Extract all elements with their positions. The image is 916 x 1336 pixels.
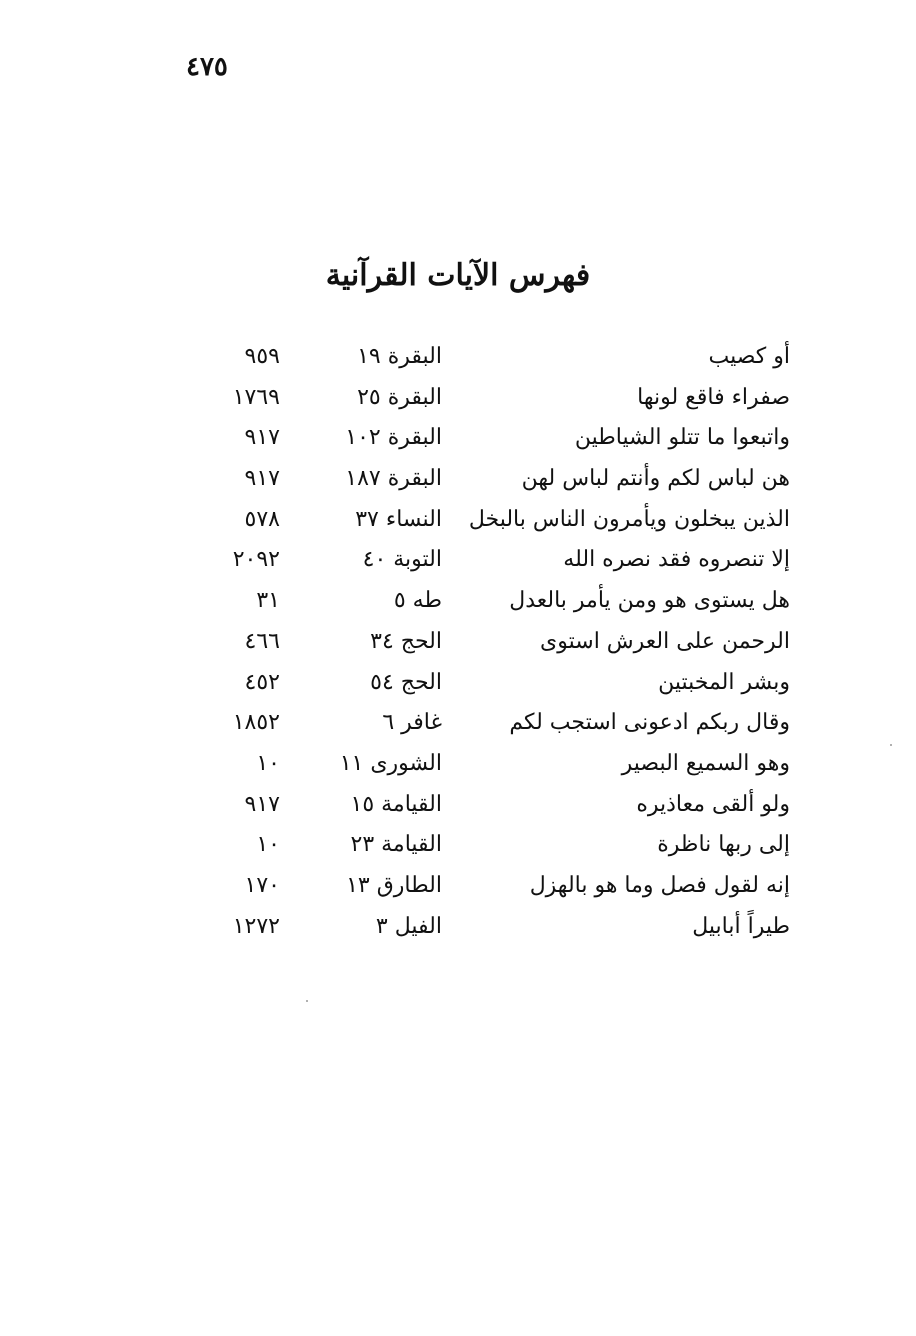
verse-text: وقال ربكم ادعونى استجب لكم <box>509 710 790 736</box>
index-row <box>150 503 790 544</box>
surah-reference: طه ٥ <box>393 588 442 614</box>
page-reference: ١٢٧٢ <box>232 913 280 939</box>
page-reference: ٩٥٩ <box>244 344 280 369</box>
surah-reference: غافر ٦ <box>382 710 442 736</box>
index-row <box>150 421 790 462</box>
surah-reference: القيامة ٢٣ <box>350 832 442 858</box>
scan-speck <box>306 1000 308 1002</box>
verse-text: هن لباس لكم وأنتم لباس لهن <box>521 466 790 492</box>
index-row <box>150 381 790 422</box>
verse-text: الرحمن على العرش استوى <box>540 628 790 654</box>
verse-text: ولو ألقى معاذيره <box>636 791 790 817</box>
page-reference: ١٧٠ <box>244 872 280 898</box>
index-row <box>150 910 790 951</box>
index-row <box>150 828 790 869</box>
verse-text: أو كصيب <box>708 344 790 369</box>
surah-reference: الحج ٥٤ <box>370 669 442 695</box>
surah-reference: الحج ٣٤ <box>370 628 442 654</box>
verse-text: واتبعوا ما تتلو الشياطين <box>574 425 790 451</box>
surah-reference: الطارق ١٣ <box>346 872 442 898</box>
page-reference: ٩١٧ <box>244 791 280 817</box>
page-reference: ٩١٧ <box>244 466 280 492</box>
page-title: فهرس الآيات القرآنية <box>325 258 591 293</box>
index-row <box>150 340 790 381</box>
index-row <box>150 666 790 707</box>
page-reference: ١٨٥٢ <box>232 710 280 736</box>
page-reference: ١٠ <box>256 832 280 858</box>
verse-text: صفراء فاقع لونها <box>637 384 790 410</box>
page-reference: ١٧٦٩ <box>232 384 280 410</box>
surah-reference: الشورى ١١ <box>339 750 442 776</box>
scan-speck <box>890 744 892 746</box>
page-reference: ٣١ <box>256 588 280 614</box>
verse-text: وهو السميع البصير <box>621 750 790 776</box>
index-row <box>150 543 790 584</box>
index-row <box>150 625 790 666</box>
page-reference: ٩١٧ <box>244 425 280 451</box>
index-row <box>150 747 790 788</box>
page-reference: ١٠ <box>256 750 280 776</box>
verse-text: إلا تنصروه فقد نصره الله <box>563 547 790 573</box>
surah-reference: النساء ٣٧ <box>355 506 442 532</box>
page-reference: ٤٦٦ <box>244 628 280 654</box>
page-reference: ٤٥٢ <box>244 669 280 695</box>
surah-reference: البقرة ١٩ <box>357 344 442 369</box>
page-reference: ٥٧٨ <box>244 506 280 532</box>
index-row <box>150 462 790 503</box>
verse-text: وبشر المخبتين <box>658 669 790 695</box>
verse-text: طيراً أبابيل <box>692 913 790 939</box>
surah-reference: القيامة ١٥ <box>350 791 442 817</box>
surah-reference: التوبة ٤٠ <box>362 547 442 573</box>
index-row <box>150 584 790 625</box>
index-row <box>150 869 790 910</box>
verse-index <box>150 340 790 950</box>
surah-reference: البقرة ٢٥ <box>357 384 442 410</box>
surah-reference: البقرة ١٨٧ <box>345 466 442 492</box>
verse-text: الذين يبخلون ويأمرون الناس بالبخل <box>468 506 790 532</box>
page-number: ٤٧٥ <box>186 52 228 82</box>
page-reference: ٢٠٩٢ <box>232 547 280 573</box>
surah-reference: البقرة ١٠٢ <box>345 425 442 451</box>
verse-text: إلى ربها ناظرة <box>657 832 790 858</box>
index-row <box>150 788 790 829</box>
index-row <box>150 706 790 747</box>
verse-text: هل يستوى هو ومن يأمر بالعدل <box>509 588 790 614</box>
surah-reference: الفيل ٣ <box>375 913 442 939</box>
verse-text: إنه لقول فصل وما هو بالهزل <box>529 872 790 898</box>
